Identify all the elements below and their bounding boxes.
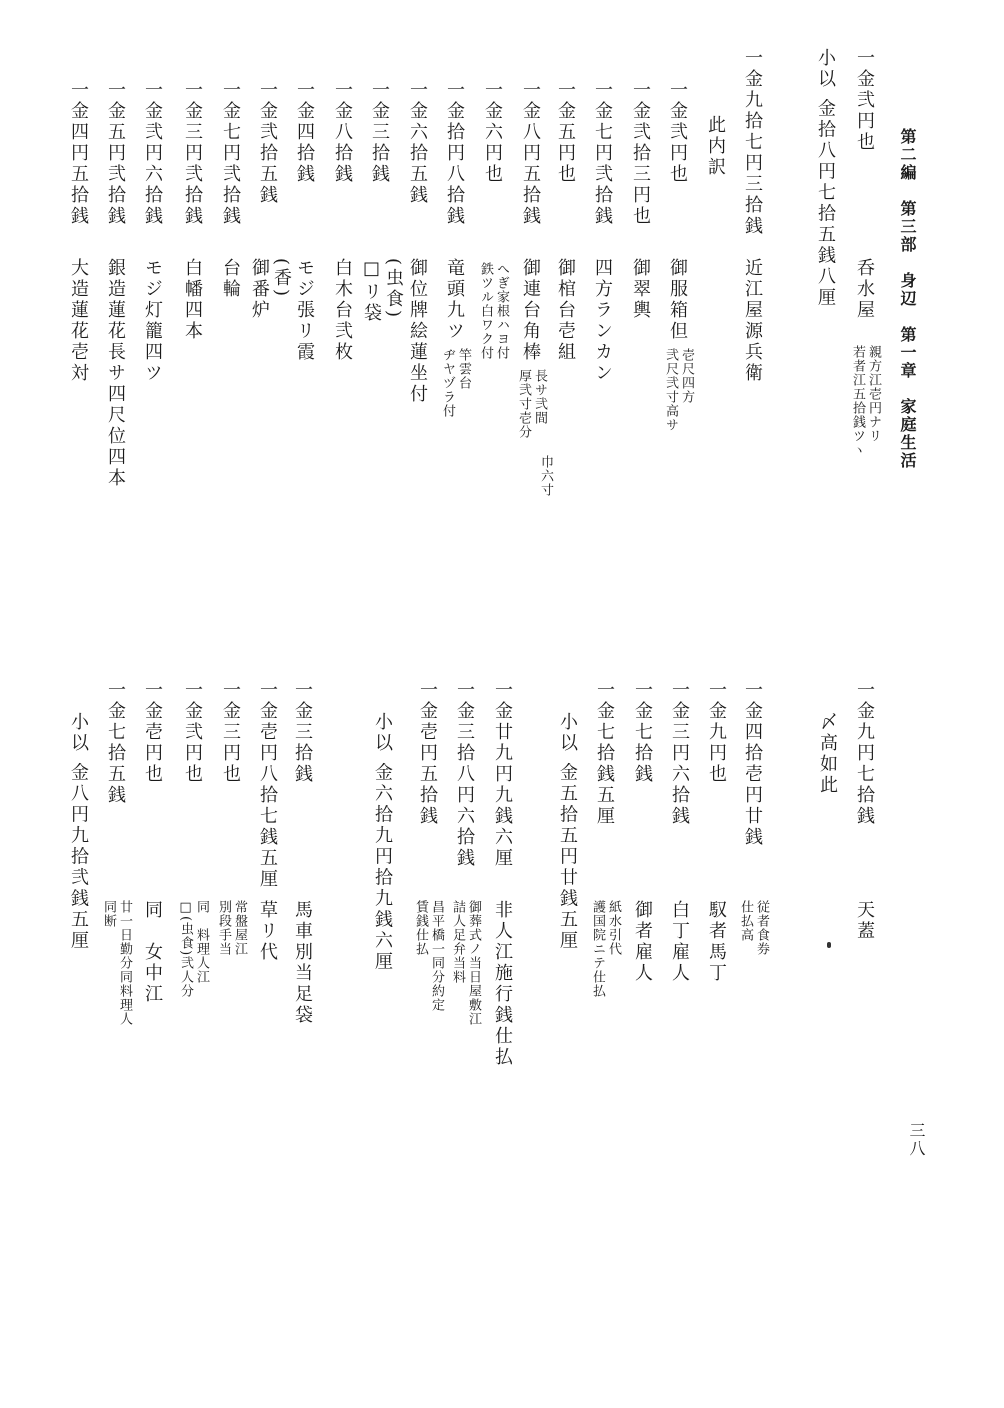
upper-row-item: □リ袋 xyxy=(361,258,382,324)
upper-row-amount: 一金七円弐拾銭 xyxy=(592,80,613,227)
lower-row-amount: 小以 金六拾九円拾九銭六厘 xyxy=(372,712,393,973)
upper-row-amount: 一金五円弐拾銭 xyxy=(105,80,126,227)
upper-row-amount: 一金三拾銭 xyxy=(369,80,390,185)
lower-row-note: 別段手当 xyxy=(216,900,231,956)
upper-row-amount: 一金六拾五銭 xyxy=(407,80,428,206)
lower-row-amount: 一金三拾八円六拾銭 xyxy=(454,680,475,869)
upper-row-note: へぎ家根ハヨ付 xyxy=(494,262,509,360)
upper-row-item: 白木台弐枚 xyxy=(332,258,353,363)
lower-row-item: 馭者馬丁 xyxy=(706,900,727,984)
lower-row-amount: 一金三拾銭 xyxy=(292,680,313,785)
lower-row-amount: 一金弐円也 xyxy=(182,680,203,785)
upper-row-amount: 一金弐円六拾銭 xyxy=(142,80,163,227)
lower-row-note: 詰人足弁当料 xyxy=(450,900,465,984)
upper-row-note: 長サ弐間 xyxy=(532,369,547,425)
upper-row-amount: 一金八拾銭 xyxy=(332,80,353,185)
lower-row-item: 草リ代 xyxy=(257,900,278,963)
lower-row-amount: 一金七拾五銭 xyxy=(105,680,126,806)
upper-c3-item: 近江屋源兵衛 xyxy=(742,258,763,384)
lower-row-amount: 一金四拾壱円廿銭 xyxy=(742,680,763,848)
upper-row-item: モジ灯籠四ツ xyxy=(142,258,163,384)
upper-row-note: 鉄ツル白ワク付 xyxy=(478,262,493,360)
upper-row-amount: 一金四拾銭 xyxy=(294,80,315,185)
lower-row-amount: 一金三円也 xyxy=(220,680,241,785)
upper-row-far-note: 巾六寸 xyxy=(538,455,553,497)
lower-row-note: 昌平橋一同分約定 xyxy=(429,900,444,1012)
lower-row-note: 賃銭仕払 xyxy=(413,900,428,956)
upper-c1-note2: 若者江五拾銭ツヽ xyxy=(850,345,865,457)
upper-row-amount: 一金拾円八拾銭 xyxy=(444,80,465,227)
lower-row-amount: 一金壱円也 xyxy=(142,680,163,785)
lower-l1-amount: 一金九円七拾銭 xyxy=(854,680,875,827)
upper-row-note: 厚弐寸壱分 xyxy=(516,369,531,439)
lower-row-item: 御者雇人 xyxy=(632,900,653,984)
upper-c1-amount: 一金弐円也 xyxy=(854,48,875,153)
lower-row-note: 従者食券 xyxy=(754,900,769,956)
lower-row-amount: 一金九円也 xyxy=(706,680,727,785)
upper-row-item: 御位牌絵蓮坐付 xyxy=(407,258,428,405)
upper-row-item: 御番炉 xyxy=(249,258,270,321)
lower-row-note: 同断 xyxy=(101,900,116,928)
lower-l1-item: 天蓋 xyxy=(854,900,875,942)
lower-row-note: 御葬式ノ当日屋敷江 xyxy=(466,900,481,1026)
upper-row-amount: 一金八円五拾銭 xyxy=(520,80,541,227)
upper-row-item: 銀造蓮花長サ四尺位四本 xyxy=(105,258,126,489)
upper-row-item: 台輪 xyxy=(220,258,241,300)
lower-row-amount: 一金壱円八拾七銭五厘 xyxy=(257,680,278,890)
upper-c1-note1: 親方江壱円ナリ xyxy=(866,345,881,443)
upper-row-item: 竜頭九ツ xyxy=(444,258,465,342)
lower-row-item: 非人江施行銭仕払 xyxy=(492,900,513,1068)
lower-row-amount: 一金七拾銭五厘 xyxy=(594,680,615,827)
upper-row-amount: 一金三円弐拾銭 xyxy=(182,80,203,227)
upper-c1-item: 呑水屋 xyxy=(854,258,875,321)
upper-row-amount: 一金弐拾三円也 xyxy=(630,80,651,227)
lower-row-amount: 一金七拾銭 xyxy=(632,680,653,785)
upper-row-item: 御棺台壱組 xyxy=(555,258,576,363)
upper-row-amount: 一金七円弐拾銭 xyxy=(220,80,241,227)
upper-row-item-top: (虫食) xyxy=(383,258,404,321)
upper-row-item: 御連台角棒 xyxy=(520,258,541,363)
lower-l2: 〆高如此 xyxy=(817,712,838,796)
lower-row-amount: 一金三円六拾銭 xyxy=(669,680,690,827)
upper-c3-amount: 一金九拾七円三拾銭 xyxy=(742,48,763,237)
lower-row-note: 仕払高 xyxy=(738,900,753,942)
upper-row-item: 白幡四本 xyxy=(182,258,203,342)
upper-row-item: モジ張リ霞 xyxy=(294,258,315,363)
upper-row-note: ヂヤヅラ付 xyxy=(440,348,455,418)
lower-row-amount: 小以 金五拾五円廿銭五厘 xyxy=(557,712,578,952)
lower-row-amount: 小以 金八円九拾弐銭五厘 xyxy=(68,712,89,952)
lower-row-item: 同 女中江 xyxy=(142,900,163,1005)
lower-row-item: 白丁雇人 xyxy=(669,900,690,984)
upper-row-item: 四方ランカン xyxy=(592,258,613,384)
lower-row-note: 廿一日勤分同料理人 xyxy=(117,900,132,1026)
page-number: 三八 xyxy=(907,1122,926,1158)
upper-c2: 小以 金拾八円七拾五銭八厘 xyxy=(815,48,836,309)
lower-row-note: 護国院ニテ仕払 xyxy=(590,900,605,998)
upper-row-item: 大造蓮花壱対 xyxy=(68,258,89,384)
chapter-header: 第二編 第三部 身辺 第一章 家庭生活 xyxy=(898,128,917,470)
upper-row-item-top: (香) xyxy=(271,258,292,300)
upper-row-note: 弐尺弐寸高サ xyxy=(663,348,678,432)
upper-row-item: 御服箱但 xyxy=(667,258,688,342)
upper-row-amount: 一金弐円也 xyxy=(667,80,688,185)
lower-row-amount: 一金壱円五拾銭 xyxy=(417,680,438,827)
upper-row-note: 壱尺四方 xyxy=(679,348,694,404)
lower-row-note: 紙水引代 xyxy=(606,900,621,956)
upper-row-amount: 一金弐拾五銭 xyxy=(257,80,278,206)
upper-row-amount: 一金六円也 xyxy=(482,80,503,185)
lower-row-note: □(虫食)弐人分 xyxy=(178,900,193,999)
upper-row-item: 御翠輿 xyxy=(630,258,651,321)
upper-c4: 此内訳 xyxy=(705,115,726,178)
lower-row-note: 同 料理人江 xyxy=(194,900,209,984)
ink-dot xyxy=(827,942,831,948)
upper-row-note: 竿雲台 xyxy=(456,348,471,390)
lower-row-amount: 一金廿九円九銭六厘 xyxy=(492,680,513,869)
upper-row-amount: 一金五円也 xyxy=(555,80,576,185)
lower-row-note: 常盤屋江 xyxy=(232,900,247,956)
upper-row-amount: 一金四円五拾銭 xyxy=(68,80,89,227)
lower-row-item: 馬車別当足袋 xyxy=(292,900,313,1026)
